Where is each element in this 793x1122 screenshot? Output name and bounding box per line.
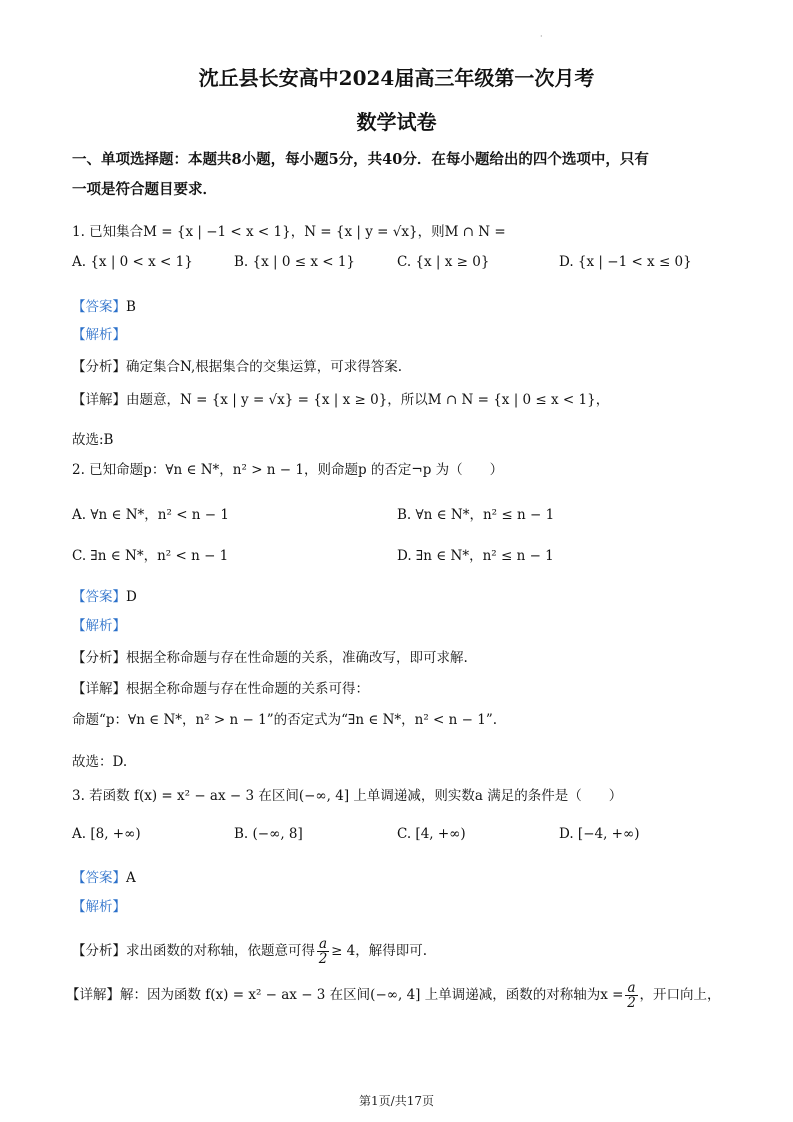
q2-conclusion: 故选：D. bbox=[72, 754, 128, 770]
q2-option-c: C. ∃n ∈ N*，n² < n − 1 bbox=[72, 548, 229, 564]
q2-analysis-label: 【分析】 bbox=[72, 650, 126, 666]
q3-detail-line bbox=[66, 980, 725, 1010]
q2-jiexi-label: 【解析】 bbox=[72, 618, 126, 634]
q2-answer-label: 【答案】 bbox=[72, 589, 126, 605]
q3-detail-frac-num: a bbox=[627, 980, 636, 996]
q3-jiexi-label: 【解析】 bbox=[72, 899, 126, 915]
q1-answer-line bbox=[72, 297, 725, 317]
q2-option-b: B. ∀n ∈ N*，n² ≤ n − 1 bbox=[397, 507, 555, 523]
q2-option-a: A. ∀n ∈ N*，n² < n − 1 bbox=[72, 507, 229, 523]
q3-detail-label: 【详解】 bbox=[66, 987, 120, 1003]
q1-detail: 由题意，N = {x | y = √x} = {x | x ≥ 0}，所以M ∩ N = {x | 0 ≤ x < 1}， bbox=[126, 392, 610, 408]
q1-analysis-label: 【分析】 bbox=[72, 359, 126, 375]
q3-answer: A bbox=[126, 870, 136, 886]
q3-analysis-b: ≥ 4，解得即可. bbox=[331, 943, 428, 959]
q3-detail-b: ，开口向上， bbox=[639, 987, 721, 1003]
q1-detail-line bbox=[72, 390, 725, 410]
q2-analysis: 根据全称命题与存在性命题的关系，准确改写，即可求解. bbox=[126, 650, 468, 666]
q2-detail-label: 【详解】 bbox=[72, 681, 126, 697]
q3-analysis-label: 【分析】 bbox=[72, 943, 126, 959]
q1-conclusion: 故选:B bbox=[72, 432, 114, 448]
q1-detail-label: 【详解】 bbox=[72, 392, 126, 408]
q1-option-d: D. {x | −1 < x ≤ 0} bbox=[559, 254, 692, 270]
q3-analysis-frac-den: 2 bbox=[318, 951, 328, 967]
q3-answer-line bbox=[72, 868, 725, 888]
q2-detail2: 命题“p：∀n ∈ N*，n² > n − 1”的否定式为“∃n ∈ N*，n² < n − 1”. bbox=[72, 712, 498, 728]
q2-option-d: D. ∃n ∈ N*，n² ≤ n − 1 bbox=[397, 548, 554, 564]
q3-stem: 3. 若函数 f(x) = x² − ax − 3 在区间(−∞, 4] 上单调递减，则实数a 满足的条件是（ ） bbox=[72, 788, 623, 804]
q3-detail-fraction bbox=[625, 981, 637, 1010]
q2-detail: 根据全称命题与存在性命题的关系可得： bbox=[126, 681, 369, 697]
q1-analysis: 确定集合N,根据集合的交集运算，可求得答案. bbox=[126, 359, 403, 375]
q2-answer-line bbox=[72, 587, 725, 607]
q1-option-c: C. {x | x ≥ 0} bbox=[397, 254, 490, 270]
q3-answer-label: 【答案】 bbox=[72, 870, 126, 886]
q1-option-a: A. {x | 0 < x < 1} bbox=[72, 254, 193, 270]
q1-stem: 1. 已知集合M = {x | −1 < x < 1}，N = {x | y = √x}，则M ∩ N = bbox=[72, 224, 506, 240]
q3-option-d: D. [−4, +∞) bbox=[559, 826, 640, 842]
q3-analysis-fraction bbox=[317, 937, 329, 966]
q1-jiexi-label: 【解析】 bbox=[72, 327, 126, 343]
exam-subtitle: 数学试卷 bbox=[356, 110, 437, 134]
q1-answer-label: 【答案】 bbox=[72, 299, 126, 315]
q3-analysis-frac-num: a bbox=[319, 936, 328, 952]
q3-detail-frac-den: 2 bbox=[627, 995, 636, 1011]
q1-analysis-line bbox=[72, 357, 725, 377]
section-heading-line2: 一项是符合题目要求． bbox=[72, 181, 217, 198]
q3-option-c: C. [4, +∞) bbox=[397, 826, 466, 842]
scan-dot: · bbox=[540, 32, 543, 41]
section-heading-line1: 一、单项选择题：本题共8小题，每小题5分，共40分．在每小题给出的四个选项中，只有 bbox=[72, 151, 649, 168]
q3-detail-a: 解：因为函数 f(x) = x² − ax − 3 在区间(−∞, 4] 上单调递减，函数的对称轴为x = bbox=[120, 987, 624, 1003]
q2-detail-line bbox=[72, 679, 725, 699]
q2-analysis-line bbox=[72, 648, 725, 668]
q2-stem: 2. 已知命题p：∀n ∈ N*，n² > n − 1，则命题p 的否定¬p 为（ ） bbox=[72, 462, 504, 478]
exam-title: 沈丘县长安高中2024届高三年级第一次月考 bbox=[198, 66, 595, 90]
q3-option-b: B. (−∞, 8] bbox=[234, 826, 303, 842]
q3-analysis-a: 求出函数的对称轴，依题意可得 bbox=[126, 943, 315, 959]
q3-option-a: A. [8, +∞) bbox=[72, 826, 141, 842]
q2-answer: D bbox=[126, 589, 137, 605]
q3-analysis-line bbox=[72, 936, 725, 966]
q1-option-b: B. {x | 0 ≤ x < 1} bbox=[234, 254, 356, 270]
q1-answer: B bbox=[126, 299, 136, 315]
page-footer: 第1页/共17页 bbox=[359, 1094, 434, 1108]
